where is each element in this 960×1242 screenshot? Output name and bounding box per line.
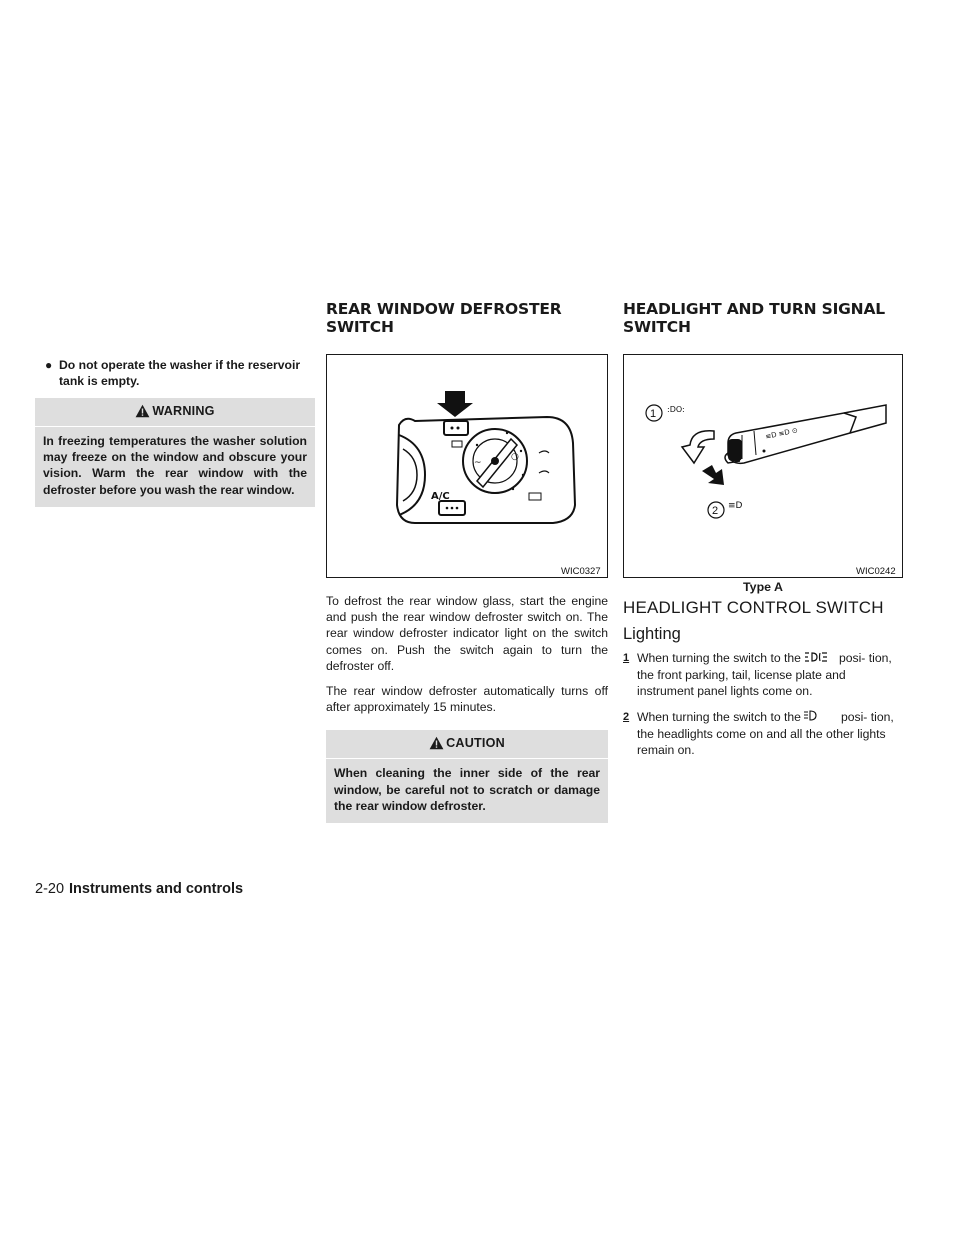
- direction-arrow-icon: [702, 465, 724, 485]
- defroster-button-icon: [444, 421, 468, 435]
- defroster-figure: [326, 354, 608, 578]
- section-name: Instruments and controls: [69, 881, 244, 897]
- headlight-heading-line2: SWITCH: [623, 318, 691, 336]
- pointer-arrow-icon: [437, 391, 473, 417]
- headlight-icon: [803, 710, 817, 726]
- bullet-icon: ●: [45, 358, 53, 372]
- warning-box: [35, 398, 315, 507]
- lighting-item-1: [623, 650, 901, 700]
- headlight-heading-line1: HEADLIGHT AND TURN SIGNAL: [623, 300, 885, 318]
- rear-defroster-heading: [326, 300, 616, 336]
- bullet-item: [35, 357, 315, 389]
- headlight-switch-illustration: [624, 355, 902, 577]
- figure-label-1: 1: [650, 408, 657, 420]
- bullet-text: Do not operate the washer if the reservoir tank is empty.: [59, 358, 301, 388]
- defroster-body-1: To defrost the rear window glass, start the engine and push the rear window defroster switch on. The rear window defroster indicator light on the switch comes on. Push the switch again to turn the defroster off.: [326, 594, 608, 673]
- rear-defroster-heading-line1: REAR WINDOW DEFROSTER: [326, 300, 562, 318]
- middle-text-column: [326, 593, 608, 823]
- item-number-2: 2: [623, 710, 630, 723]
- rear-defroster-heading-line2: SWITCH: [326, 318, 394, 336]
- figure-label-2: 2: [712, 505, 719, 517]
- item-2-before: When turning the switch to the: [637, 709, 801, 724]
- left-column: [35, 357, 315, 507]
- rotate-arrow-icon: [682, 431, 714, 463]
- headlight-heading: [623, 300, 923, 336]
- warning-text: In freezing temperatures the washer solution may freeze on the window and obscure your vision. Warm the rear window with the defroster before you wash the rear window.: [43, 434, 307, 497]
- headlight-control-heading: HEADLIGHT CONTROL SWITCH: [623, 598, 884, 617]
- item-2-rest: tion, the headlights come on and all the other lights remain on.: [637, 709, 894, 758]
- caution-box: [326, 730, 608, 823]
- caution-title: [326, 730, 608, 756]
- svg-text:~: ~: [474, 458, 482, 468]
- svg-text:≡D ≡D ⊙: ≡D ≡D ⊙: [764, 426, 799, 441]
- lighting-list: [623, 650, 901, 758]
- caution-text: When cleaning the inner side of the rear window, be careful not to scratch or damage the rear window defroster.: [334, 766, 600, 813]
- lighting-item-1-text: [637, 650, 901, 700]
- lighting-item-2-text: [637, 709, 901, 759]
- item-number-1: 1: [623, 652, 630, 664]
- page-footer: [35, 881, 243, 897]
- headlight-figure: [623, 354, 903, 578]
- caution-title-text: CAUTION: [446, 736, 505, 751]
- item-1-before: When turning the switch to the: [637, 651, 801, 665]
- ac-label: A/C: [431, 491, 450, 502]
- lighting-item-2: [623, 709, 901, 759]
- warning-title-text: WARNING: [152, 404, 215, 418]
- headlight-symbol-icon: ≡D: [728, 501, 743, 511]
- warning-divider: [35, 426, 315, 427]
- headlight-figure-code: WIC0242: [856, 566, 896, 577]
- item-1-after: posi-: [838, 651, 866, 665]
- lighting-heading: Lighting: [623, 625, 681, 643]
- parking-lights-symbol-icon: :DO:: [667, 405, 685, 414]
- page-number: 2-20: [35, 881, 65, 897]
- item-2-after: posi-: [840, 709, 868, 724]
- warning-title: [35, 398, 315, 424]
- defroster-figure-code: WIC0327: [561, 566, 601, 577]
- item-1-rest: tion, the front parking, tail, license plate and instrument panel lights come on.: [637, 651, 892, 699]
- warning-triangle-icon: [135, 404, 150, 421]
- caution-triangle-icon: [429, 736, 444, 753]
- caution-divider: [326, 758, 608, 759]
- headlight-figure-caption: Type A: [743, 580, 783, 594]
- defroster-switch-illustration: [327, 355, 607, 577]
- svg-text:○: ○: [511, 452, 519, 462]
- parking-lights-icon: [803, 651, 829, 667]
- defroster-body-2: The rear window defroster automatically turns off after approximately 15 minutes.: [326, 684, 608, 715]
